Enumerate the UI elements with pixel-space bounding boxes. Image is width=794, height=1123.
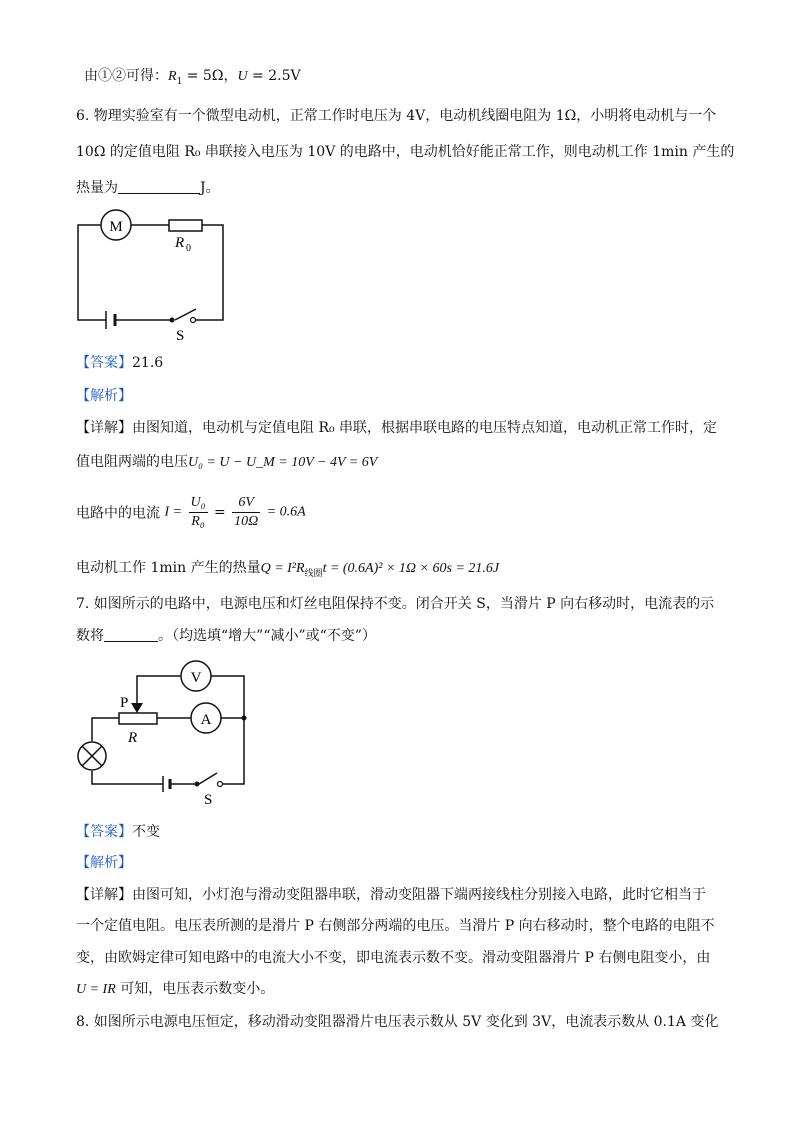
switch-label: S [204, 792, 213, 808]
q7-detail-line2: 一个定值电阻。电压表所测的是滑片 P 右侧部分两端的电压。当滑片 P 向右移动时，整个电路的电阻不 [76, 918, 715, 934]
q7-analysis-label: 【解析】 [76, 855, 132, 871]
q6-analysis-label: 【解析】 [76, 388, 132, 404]
slider-label: P [120, 695, 129, 711]
q7-stem-line1: 7. 如图所示的电路中，电源电压和灯丝电阻保持不变。闭合开关 S，当滑片 P 向右移动时，电流表的示 [76, 596, 715, 612]
q5-result: 由①②可得：$R_1 = 5\Omega$，U = 2.5V [84, 68, 301, 87]
q6-detail-line1: 【详解】由图知道，电动机与定值电阻 R₀ 串联，根据串联电路的电压特点知道，电动机正常工作时，定 [76, 420, 718, 436]
voltmeter-label: V [190, 670, 202, 686]
q6-stem-line1: 6. 物理实验室有一个微型电动机，正常工作时电压为 4V，电动机线圈电阻为 1Ω，小明将电动机与一个 [76, 108, 717, 124]
q6-current-equation: 电路中的电流 I = $\frac{\text{U₀}}{\text{R₀}}$ = $\frac{6V}{10\Omega}$ = 0.6A [76, 495, 306, 529]
q7-stem-line2: 数将 。（均选填“增大”“减小”或“不变”） [76, 628, 376, 644]
ammeter-label: A [200, 712, 212, 728]
resistor-sub: 0 [186, 243, 191, 254]
q6-detail-line2: 值电阻两端的电压U₀ = U − U_M = 10V − 4V = 6V [76, 454, 378, 470]
q6-stem-line3: 热量为 J。 [76, 180, 220, 196]
switch-label: S [176, 328, 185, 344]
motor-label: M [109, 219, 123, 235]
q6-answer: 【答案】21.6 [76, 355, 164, 371]
q7-detail-line3: 变，由欧姆定律可知电路中的电流大小不变，即电流表示数不变。滑动变阻器滑片 P 右侧电阻变小，由 [76, 950, 711, 966]
q6-stem-line2: 10Ω 的定值电阻 R₀ 串联接入电压为 10V 的电路中，电动机恰好能正常工作，则电动机工作 1min 产生的 [76, 144, 735, 160]
rheostat-label: R [128, 730, 138, 746]
q7-answer: 【答案】不变 [76, 824, 160, 840]
q8-stem-line1: 8. 如图所示电源电压恒定，移动滑动变阻器滑片电压表示数从 5V 变化到 3V，电流表示数从 0.1A 变化 [76, 1014, 719, 1030]
q7-detail-line4: U = IR 可知，电压表示数变小。 [76, 981, 275, 997]
resistor-label: R [175, 235, 185, 251]
q6-heat-equation: 电动机工作 1min 产生的热量$Q = I^2R_{线圈}t = (0.6A)^2 \times 1\Omega \times 60s = 21.6J$ [76, 560, 500, 579]
q7-detail-line1: 【详解】由图可知，小灯泡与滑动变阻器串联，滑动变阻器下端两接线柱分别接入电路，此时它相当于 [76, 887, 706, 903]
